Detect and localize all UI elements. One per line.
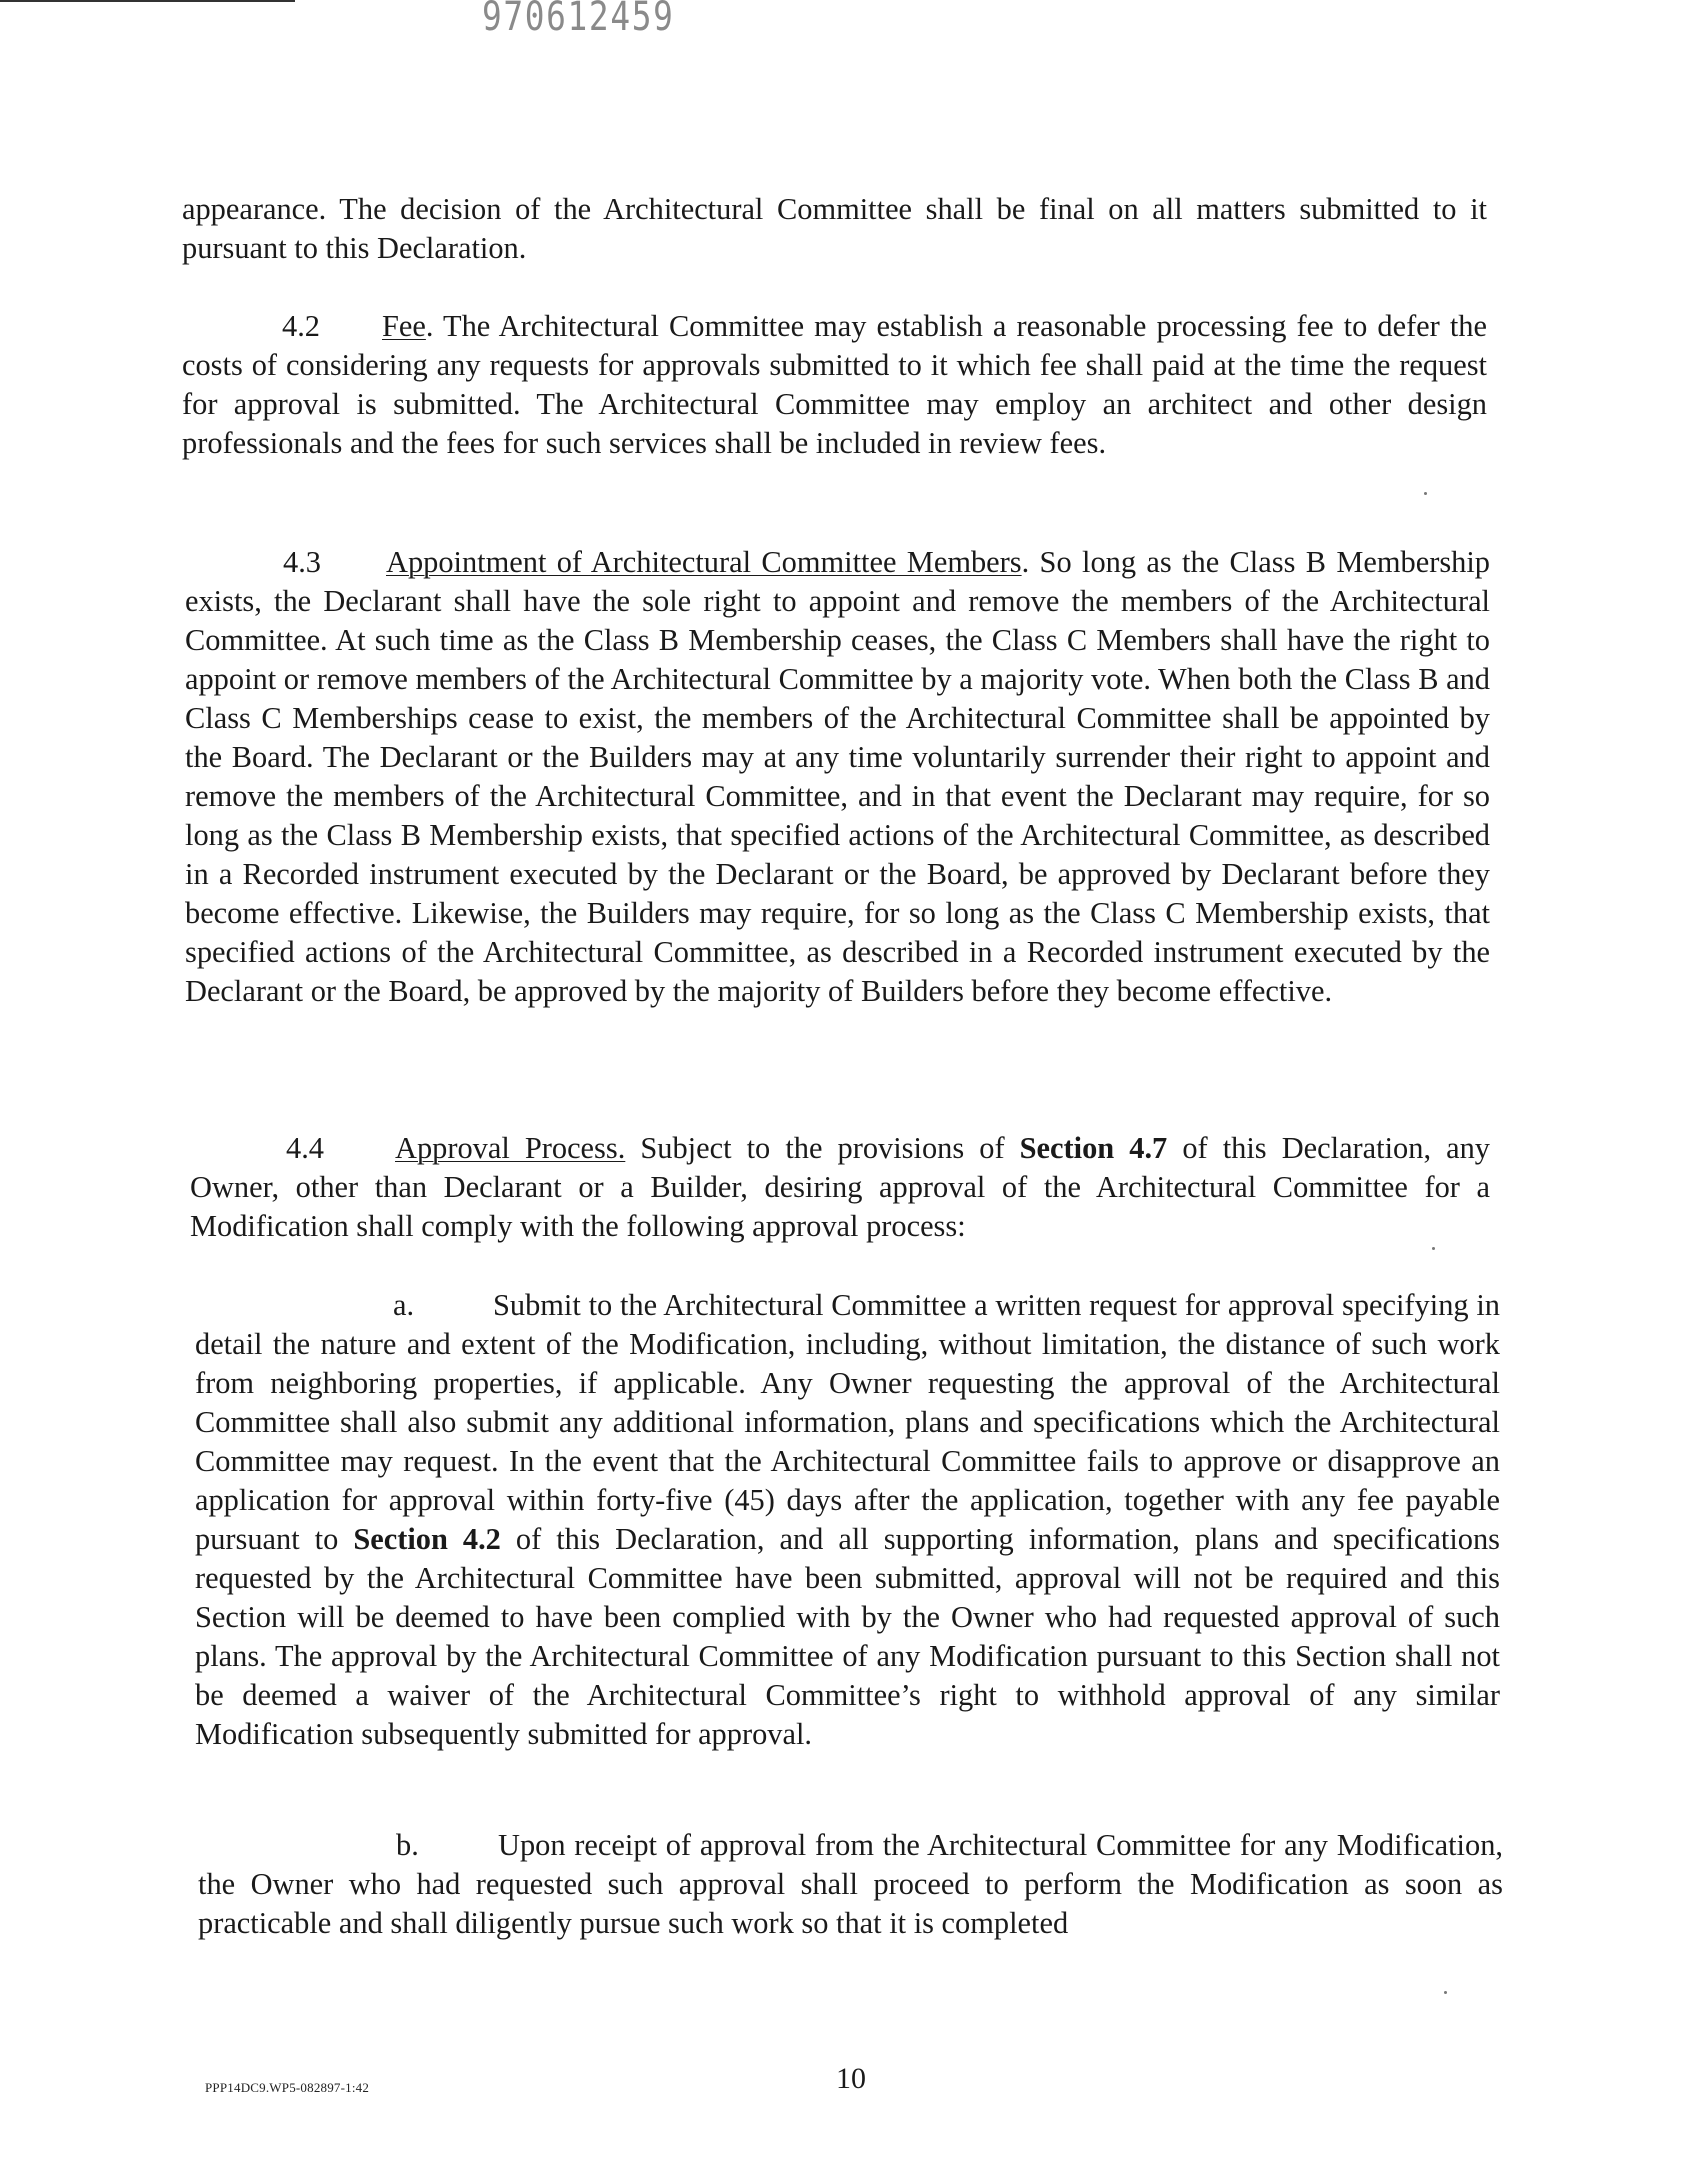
scan-speck bbox=[1432, 1247, 1435, 1250]
section-body: . The Architectural Committee may establish a reasonable processing fee to defer the costs of considering any requests for approvals submitted to it which fee shall paid at the time the request for approval is submitted. The Architectural Committee may employ an architect and other design professionals and the fees for such services shall be included in review fees. bbox=[182, 309, 1487, 460]
section-reference: Section 4.7 bbox=[1019, 1131, 1168, 1165]
section-4-3-paragraph bbox=[185, 543, 1490, 1011]
section-heading: Approval Process. bbox=[395, 1131, 626, 1165]
item-letter: a. bbox=[393, 1288, 415, 1322]
footer-file-code: PPP14DC9.WP5-082897-1:42 bbox=[205, 2080, 370, 2095]
scan-speck bbox=[1424, 492, 1427, 495]
item-letter: b. bbox=[396, 1828, 419, 1862]
scan-speck bbox=[1444, 1991, 1447, 1994]
section-body: Subject to the provisions of bbox=[625, 1131, 1020, 1165]
section-heading: Fee bbox=[382, 309, 426, 343]
section-body: . So long as the Class B Membership exists, the Declarant shall have the sole right to appoint and remove the members of the Architectural Committee. At such time as the Class B Membership ceases, the Class C Members shall have the right to appoint or remove members of the Architectural Committee by a majority vote. When both the Class B and Class C Memberships cease to exist, the members of the Architectural Committee shall be appointed by the Board. The Declarant or the Builders may at any time voluntarily surrender their right to appoint and remove the members of the Architectural Committee, and in that event the Declarant may require, for so long as the Class B Membership exists, that specified actions of the Architectural Committee, as described in a Recorded instrument executed by the Declarant or the Board, be approved by Declarant before they become effective. Likewise, the Builders may require, for so long as the Class C Membership exists, that specified actions of the Architectural Committee, as described in a Recorded instrument executed by the Declarant or the Board, be approved by the majority of Builders before they become effective. bbox=[185, 545, 1490, 1008]
item-body: Upon receipt of approval from the Architectural Committee for any Modification, the Owner who had requested such approval shall proceed to perform the Modification as soon as practicable and shall diligently pursue such work so that it is completed bbox=[198, 1828, 1503, 1940]
section-4-2-paragraph bbox=[182, 307, 1487, 463]
page-number: 10 bbox=[836, 2062, 866, 2095]
top-edge-rule bbox=[0, 0, 295, 2]
section-body: of this Declaration, any Owner, other than Declarant or a Builder, desiring approval of the Architectural Committee for a Modification shall comply with the following approval process: bbox=[190, 1131, 1490, 1243]
section-heading: Appointment of Architectural Committee Members bbox=[386, 545, 1022, 579]
intro-paragraph: appearance. The decision of the Architectural Committee shall be final on all matters submitted to it pursuant to this Declaration. bbox=[182, 192, 1487, 265]
section-number: 4.2 bbox=[282, 309, 320, 343]
section-4-4-paragraph bbox=[190, 1129, 1490, 1246]
item-body: of this Declaration, and all supporting information, plans and specifications requested by the Architectural Committee have been submitted, approval will not be required and this Section will be deemed to have been complied with by the Owner who had requested approval of such plans. The approval by the Architectural Committee of any Modification pursuant to this Section shall not be deemed a waiver of the Architectural Committee’s right to withhold approval of any similar Modification subsequently submitted for approval. bbox=[195, 1522, 1500, 1751]
item-body: Submit to the Architectural Committee a written request for approval specifying in detail the nature and extent of the Modification, including, without limitation, the distance of such work from neighboring properties, if applicable. Any Owner requesting the approval of the Architectural Committee shall also submit any additional information, plans and specifications which the Architectural Committee may request. In the event that the Architectural Committee fails to approve or disapprove an application for approval within forty-five (45) days after the application, together with any fee payable pursuant to bbox=[195, 1288, 1500, 1556]
section-reference: Section 4.2 bbox=[353, 1522, 501, 1556]
document-stamp-number: 970612459 bbox=[482, 0, 675, 40]
section-number: 4.3 bbox=[283, 545, 321, 579]
item-b-paragraph bbox=[198, 1826, 1503, 1943]
section-number: 4.4 bbox=[286, 1131, 324, 1165]
item-a-paragraph bbox=[195, 1286, 1500, 1754]
